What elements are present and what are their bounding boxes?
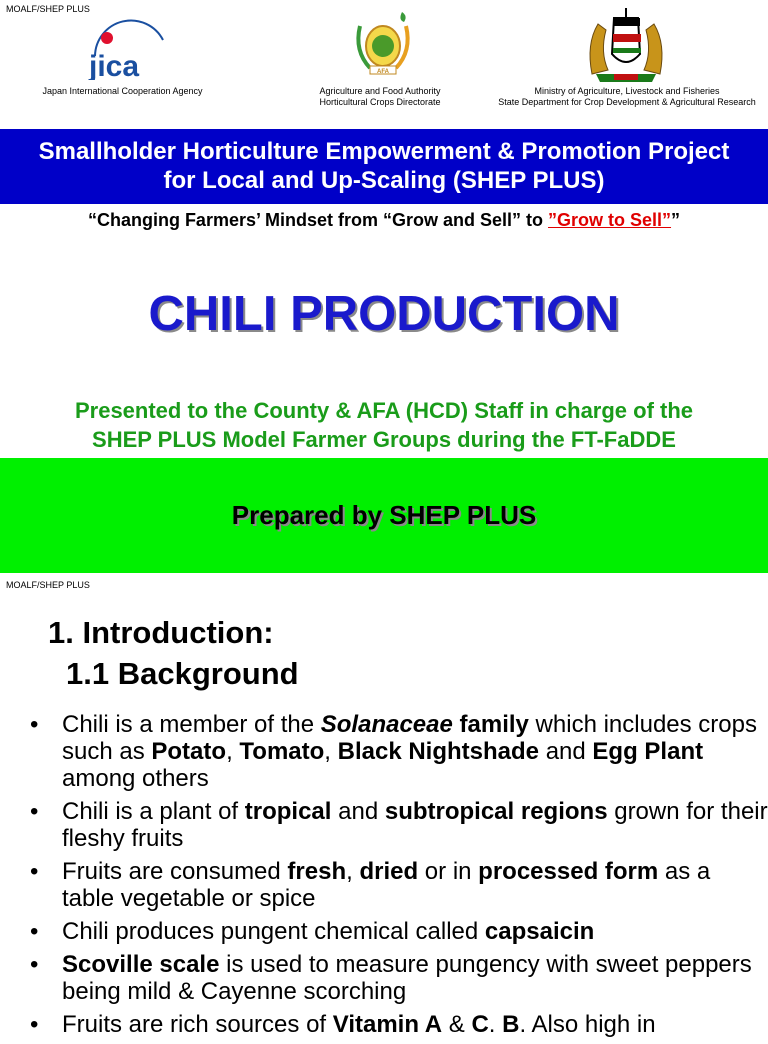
ministry-label-line2: State Department for Crop Development & Agricultural Research [498,97,756,107]
coat-of-arms-logo [584,4,668,84]
text-run: grown for their fleshy fruits [62,798,768,852]
bullet-item [0,1011,768,1038]
text-run: Fruits are rich sources of [62,1011,333,1038]
jica-logo [85,18,170,80]
bullet-item [0,918,768,945]
bullet-dot: • [30,918,39,945]
text-run: dried [359,858,419,885]
text-run: or in [418,858,479,885]
afa-label [295,86,465,108]
bullet-item [0,798,768,852]
text-run: Chili is a member of the [62,711,321,738]
presented-line1: Presented to the County & AFA (HCD) Staff in charge of the [74,398,694,423]
background-bullet-list [0,711,768,1044]
text-run: , [346,858,360,885]
subsection-heading: 1.1 Background [66,656,299,691]
jica-logo-text: jica [89,50,140,80]
bullet-item [0,711,768,792]
text-run: and [539,738,593,765]
text-run: Black Nightshade [337,738,540,765]
afa-label-line2: Horticultural Crops Directorate [319,97,441,107]
svg-text:AFA: AFA [377,69,389,75]
ministry-label-line1: Ministry of Agriculture, Livestock and Fisheries [534,86,720,96]
text-run: as a table vegetable or spice [62,858,711,912]
presented-text [0,396,768,454]
bullet-dot: • [30,858,39,885]
tagline [0,210,768,231]
text-run: which includes crops such as [62,711,757,765]
afa-label-line1: Agriculture and Food Authority [319,86,441,96]
text-run: & [442,1011,472,1038]
section-heading: 1. Introduction: [48,615,274,650]
prepared-by: Prepared by SHEP PLUS [231,500,537,530]
tagline-highlight: ”Grow to Sell” [548,210,672,230]
banner-line1: Smallholder Horticulture Empowerment & Promotion Project [38,138,730,165]
text-run: Fruits are consumed [62,858,288,885]
slide-title: CHILI PRODUCTION [148,287,620,341]
text-run: among others [62,765,209,792]
tagline-suffix: ” [671,210,681,230]
bullet-dot: • [30,1011,39,1038]
text-run: fresh [287,858,347,885]
text-run: B [502,1011,520,1038]
tagline-prefix: “Changing Farmers’ Mindset from “Grow and Sell” to [87,210,549,230]
text-run: subtropical regions [384,798,608,825]
text-run: . [488,1011,503,1038]
text-run: tropical [244,798,332,825]
text-run: is used to measure pungency with sweet peppers being mild & Cayenne scorching [62,951,752,1005]
bullet-dot: • [30,951,39,978]
project-banner [0,129,768,204]
text-run: , [226,738,240,765]
afa-logo [348,6,418,84]
bullet-item [0,951,768,1005]
text-run: Potato [151,738,227,765]
text-run: C [471,1011,489,1038]
ministry-label [480,86,768,108]
bullet-dot: • [30,711,39,738]
text-run: Scoville scale [62,951,220,978]
text-run: Tomato [239,738,325,765]
text-run: capsaicin [484,918,595,945]
text-run: and [331,798,385,825]
text-run: Vitamin A [332,1011,443,1038]
bullet-item [0,858,768,912]
text-run: Solanaceae [320,711,453,738]
header-tag: MOALF/SHEP PLUS [6,4,90,14]
text-run: Chili produces pungent chemical called [62,918,485,945]
jica-label: Japan International Cooperation Agency [42,86,203,96]
text-run: processed form [478,858,659,885]
text-run: family [452,711,529,738]
presented-line2: SHEP PLUS Model Farmer Groups during the FT-FaDDE [92,427,676,452]
header-tag-slide2: MOALF/SHEP PLUS [6,580,90,590]
text-run: , [324,738,338,765]
text-run: . Also high in [519,1011,656,1038]
bullet-dot: • [30,798,39,825]
text-run: Egg Plant [592,738,704,765]
text-run: Chili is a plant of [62,798,245,825]
banner-line2: for Local and Up-Scaling (SHEP PLUS) [163,167,605,194]
